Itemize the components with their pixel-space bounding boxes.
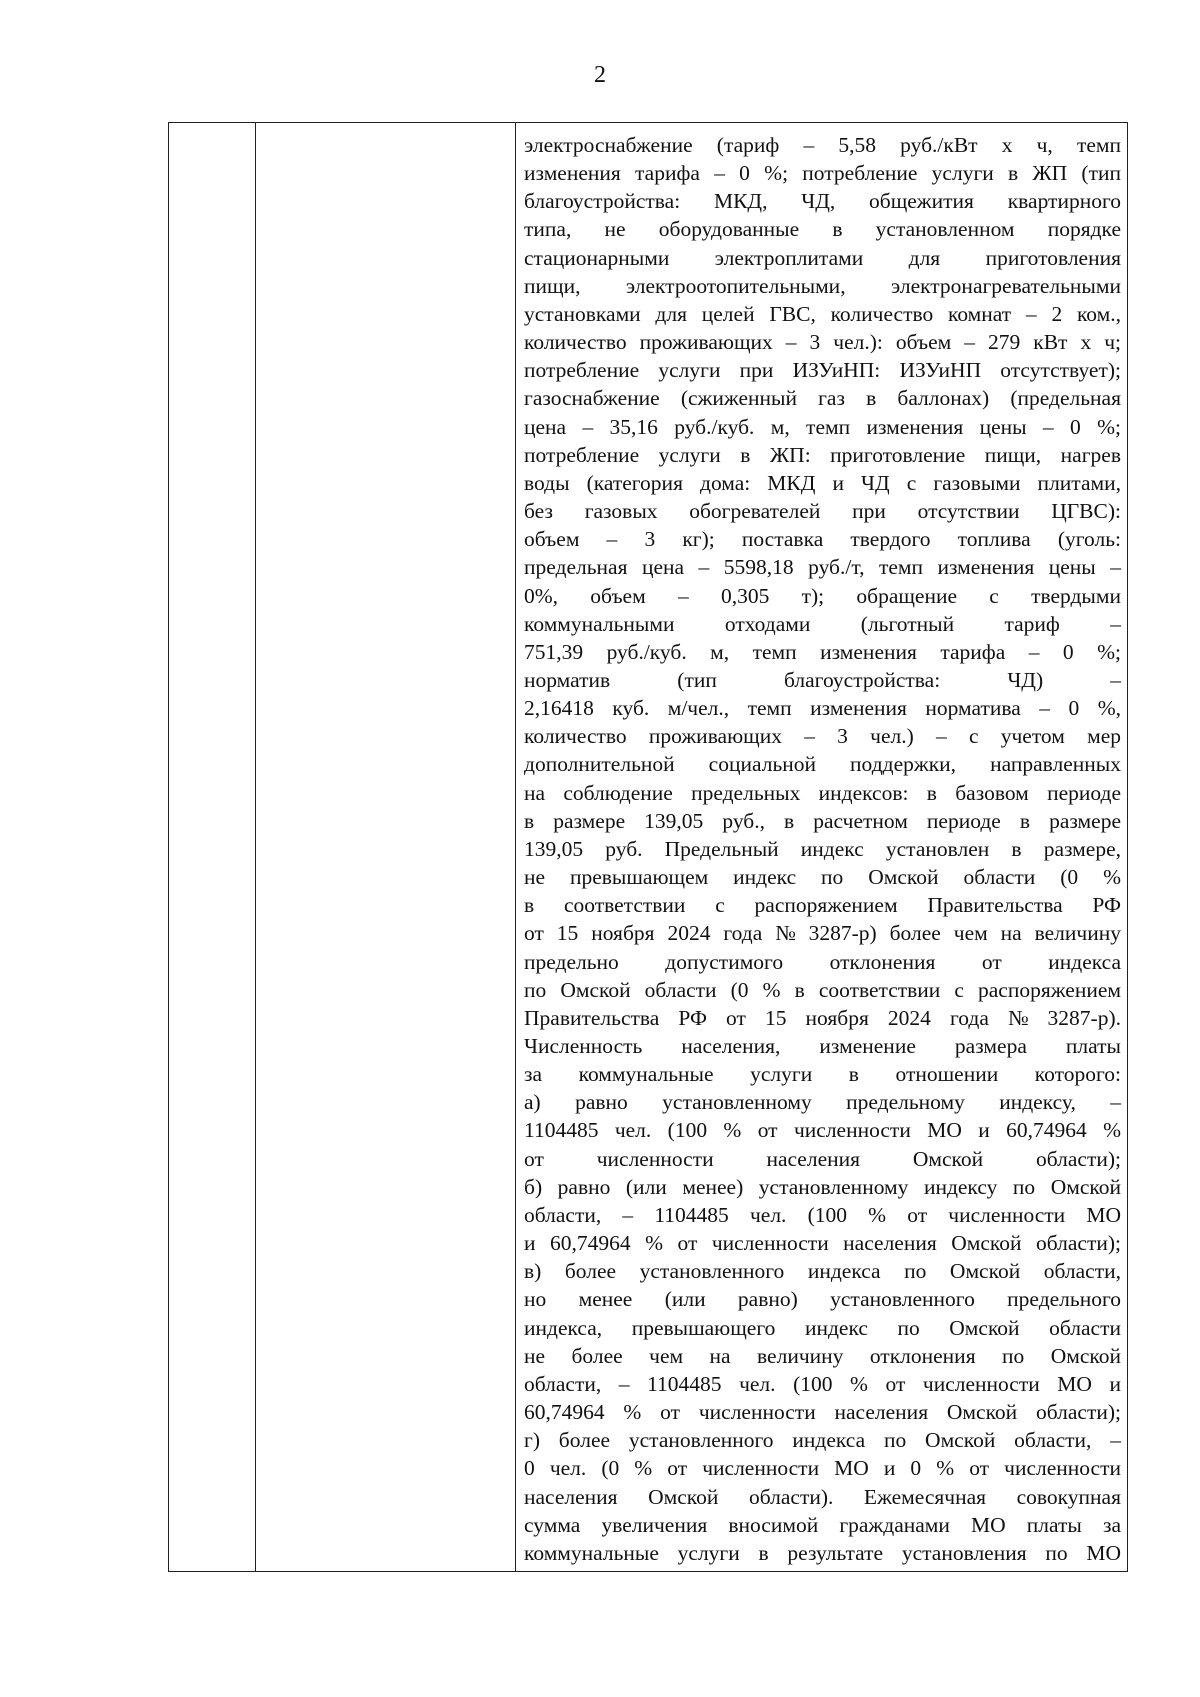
text-line: пищи, электроотопительными, электронагревательными xyxy=(524,273,1121,298)
text-line: 0 чел. (0 % от численности МО и 0 % от численности xyxy=(524,1456,1121,1481)
text-line: б) равно (или менее) установленному индексу по Омской xyxy=(524,1174,1121,1199)
text-line: электроснабжение (тариф – 5,58 руб./кВт х ч, темп xyxy=(524,133,1121,157)
text-line: объем – 3 кг); поставка твердого топлива (уголь: xyxy=(524,527,1121,552)
text-line: за коммунальные услуги в отношении которого: xyxy=(524,1062,1121,1087)
text-line: населения Омской области). Ежемесячная совокупная xyxy=(524,1484,1121,1509)
text-line: а) равно установленному предельному индексу, – xyxy=(524,1090,1121,1115)
text-line: типа, не оборудованные в установленном порядке xyxy=(524,217,1121,242)
text-line: в) более установленного индекса по Омской области, xyxy=(524,1259,1121,1284)
text-line: газоснабжение (сжиженный газ в баллонах) (предельная xyxy=(524,386,1121,411)
text-line: количество проживающих – 3 чел.): объем – 279 кВт х ч; xyxy=(524,330,1121,355)
text-line: индекса, превышающего индекс по Омской области xyxy=(524,1315,1121,1340)
text-line: стационарными электроплитами для приготовления xyxy=(524,245,1121,270)
page-number: 2 xyxy=(594,62,606,88)
text-line: на соблюдение предельных индексов: в базовом периоде xyxy=(524,780,1121,805)
text-line: области, – 1104485 чел. (100 % от численности МО xyxy=(524,1202,1121,1227)
text-line: без газовых обогревателей при отсутствии ЦГВС): xyxy=(524,499,1121,524)
text-line: установками для целей ГВС, количество комнат – 2 ком., xyxy=(524,301,1121,326)
text-line: от численности населения Омской области); xyxy=(524,1146,1121,1171)
text-line: норматив (тип благоустройства: ЧД) – xyxy=(524,667,1121,692)
text-line: предельная цена – 5598,18 руб./т, темп изменения цены – xyxy=(524,555,1121,580)
text-line: г) более установленного индекса по Омской области, – xyxy=(524,1428,1121,1453)
text-line: дополнительной социальной поддержки, направленных xyxy=(524,752,1121,777)
column-divider xyxy=(515,123,516,1571)
text-line: 60,74964 % от численности населения Омской области); xyxy=(524,1400,1121,1425)
text-line: от 15 ноября 2024 года № 3287-р) более чем на величину xyxy=(524,921,1121,946)
text-line: цена – 35,16 руб./куб. м, темп изменения цены – 0 %; xyxy=(524,414,1121,439)
text-line: но менее (или равно) установленного предельного xyxy=(524,1287,1121,1312)
text-line: 2,16418 куб. м/чел., темп изменения норматива – 0 %, xyxy=(524,696,1121,721)
text-line: изменения тарифа – 0 %; потребление услуги в ЖП (тип xyxy=(524,161,1121,186)
text-line: 139,05 руб. Предельный индекс установлен в размере, xyxy=(524,836,1121,861)
document-table xyxy=(168,122,1128,1572)
text-line: сумма увеличения вносимой гражданами МО платы за xyxy=(524,1512,1121,1537)
text-line: не превышающем индекс по Омской области (0 % xyxy=(524,865,1121,890)
text-line: 751,39 руб./куб. м, темп изменения тарифа – 0 %; xyxy=(524,639,1121,664)
text-line: и 60,74964 % от численности населения Омской области); xyxy=(524,1231,1121,1256)
text-line: количество проживающих – 3 чел.) – с учетом мер xyxy=(524,724,1121,749)
text-line: в размере 139,05 руб., в расчетном периоде в размере xyxy=(524,808,1121,833)
text-line: области, – 1104485 чел. (100 % от численности МО и xyxy=(524,1371,1121,1396)
text-line: воды (категория дома: МКД и ЧД с газовыми плитами, xyxy=(524,470,1121,495)
table-cell-text xyxy=(524,131,1121,1567)
text-line: 0%, объем – 0,305 т); обращение с твердыми xyxy=(524,583,1121,608)
text-line: по Омской области (0 % в соответствии с распоряжением xyxy=(524,977,1121,1002)
text-line: Численность населения, изменение размера платы xyxy=(524,1034,1121,1058)
text-line: потребление услуги в ЖП: приготовление пищи, нагрев xyxy=(524,442,1121,467)
text-line: коммунальными отходами (льготный тариф – xyxy=(524,611,1121,636)
text-line: благоустройства: МКД, ЧД, общежития квартирного xyxy=(524,189,1121,214)
text-line: 1104485 чел. (100 % от численности МО и 60,74964 % xyxy=(524,1118,1121,1143)
text-line: не более чем на величину отклонения по Омской xyxy=(524,1343,1121,1368)
text-line: коммунальные услуги в результате установления по МО xyxy=(524,1540,1121,1565)
text-line: в соответствии с распоряжением Правительства РФ xyxy=(524,893,1121,918)
text-line: Правительства РФ от 15 ноября 2024 года № 3287-р). xyxy=(524,1005,1121,1030)
text-line: предельно допустимого отклонения от индекса xyxy=(524,949,1121,974)
text-line: потребление услуги при ИЗУиНП: ИЗУиНП отсутствует); xyxy=(524,358,1121,383)
column-divider xyxy=(255,123,256,1571)
